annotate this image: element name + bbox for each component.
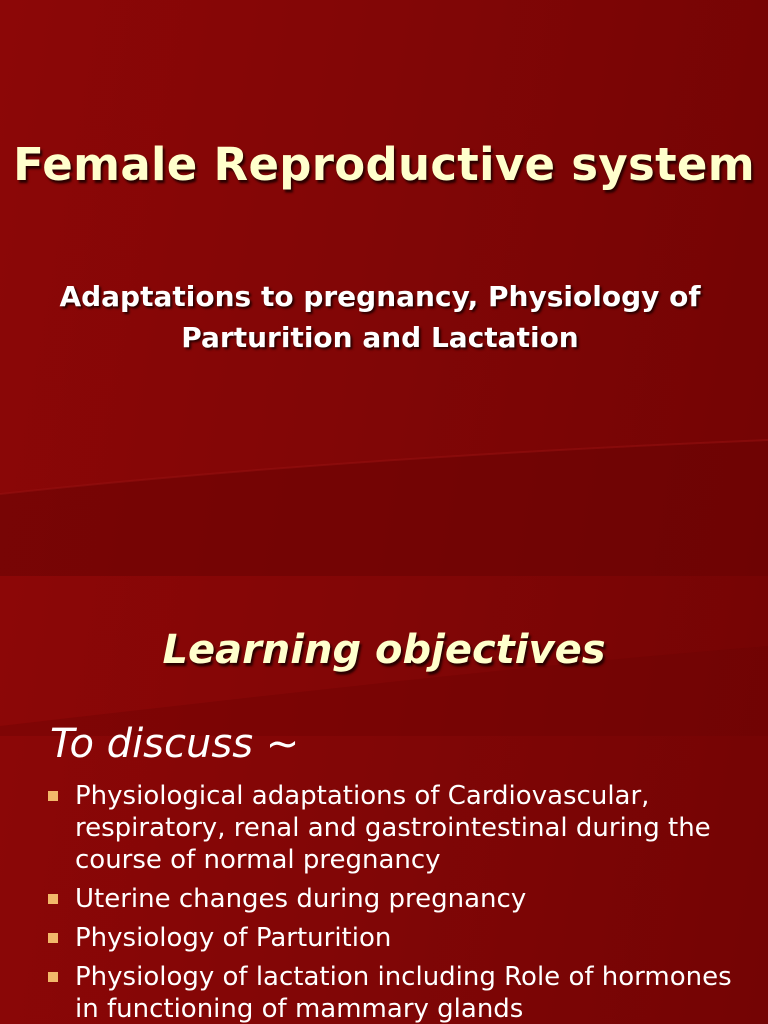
objectives-lead: To discuss ~ [50,721,300,767]
list-item [44,961,734,1024]
objectives-list [44,780,734,1024]
slide-subtitle: Adaptations to pregnancy, Physiology of Parturition and Lactation [59,280,701,354]
square-bullet-icon [48,894,58,904]
list-item [44,780,734,876]
background-wave [0,430,768,576]
list-item-text: Uterine changes during pregnancy [75,884,527,914]
list-item [44,922,734,954]
list-item-text: Physiology of Parturition [75,923,392,953]
objectives-heading: Learning objectives [162,627,606,673]
objectives-slide [0,576,768,1024]
square-bullet-icon [48,972,58,982]
slide-title: Female Reproductive system [13,138,755,191]
list-item [44,883,734,915]
list-item-text: Physiological adaptations of Cardiovascular, respiratory, renal and gastrointestinal during the course of normal pregnancy [75,781,711,875]
list-item-text: Physiology of lactation including Role of hormones in functioning of mammary glands [75,962,732,1024]
square-bullet-icon [48,791,58,801]
square-bullet-icon [48,933,58,943]
